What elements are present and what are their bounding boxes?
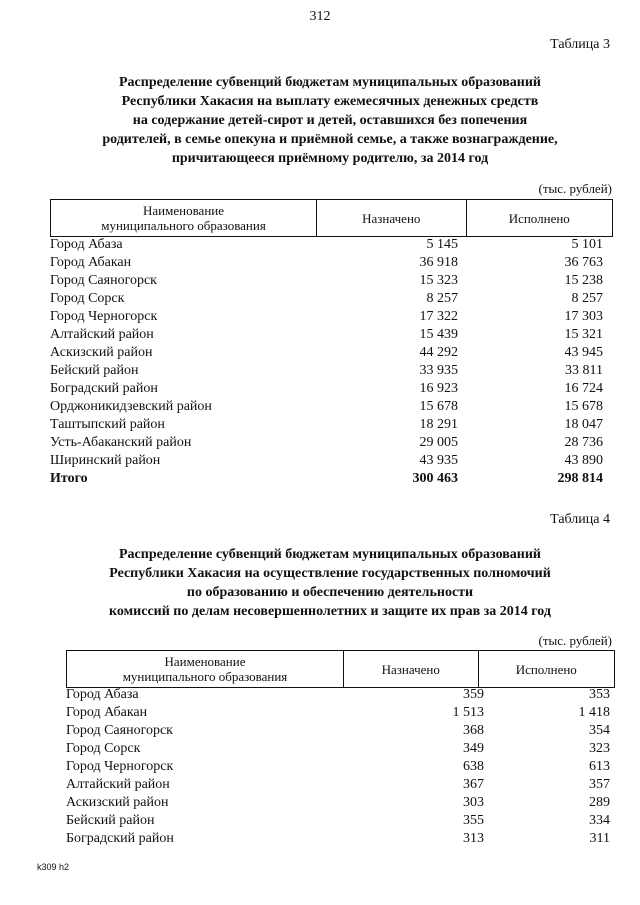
table-row <box>66 794 615 812</box>
table3-title-line: Республики Хакасия на выплату ежемесячных денежных средств <box>121 94 539 109</box>
row-executed: 334 <box>589 813 610 828</box>
table4-header-executed: Исполнено <box>478 651 615 687</box>
row-assigned: 15 323 <box>419 273 458 288</box>
row-executed: 43 890 <box>564 453 603 468</box>
row-executed: 323 <box>589 741 610 756</box>
row-name: Боградский район <box>50 381 158 396</box>
table3-body <box>50 236 613 488</box>
table-row <box>50 344 613 362</box>
table4-header-name <box>67 651 343 687</box>
row-assigned: 355 <box>463 813 484 828</box>
table-row <box>66 776 615 794</box>
row-name: Бейский район <box>66 813 155 828</box>
row-name: Алтайский район <box>50 327 154 342</box>
table3-units: (тыс. рублей) <box>538 181 612 196</box>
table-row <box>50 434 613 452</box>
row-assigned: 15 678 <box>419 399 458 414</box>
table3-header <box>50 199 613 237</box>
row-assigned: 8 257 <box>426 291 458 306</box>
page-number: 312 <box>309 9 331 24</box>
table4-title-line: по образованию и обеспечению деятельности <box>186 585 474 600</box>
table-row <box>50 308 613 326</box>
row-name: Город Абакан <box>50 255 132 270</box>
table4-units: (тыс. рублей) <box>538 633 612 648</box>
table3-label: Таблица 3 <box>550 37 610 52</box>
row-name: Город Абаза <box>50 237 123 252</box>
footer-code: k309 h2 <box>37 862 70 872</box>
row-executed: 289 <box>589 795 610 810</box>
table-row <box>50 416 613 434</box>
table-row <box>66 812 615 830</box>
row-assigned: 36 918 <box>419 255 458 270</box>
table4-title-line: Республики Хакасия на осуществление государственных полномочий <box>109 566 551 581</box>
table-row <box>50 272 613 290</box>
table4-title-line: комиссий по делам несовершеннолетних и защите их прав за 2014 год <box>109 604 551 619</box>
table3-title-line: причитающееся приёмному родителю, за 2014 год <box>171 151 489 166</box>
row-assigned: 303 <box>463 795 484 810</box>
table4-header-assigned: Назначено <box>343 651 478 687</box>
table-row <box>66 686 615 704</box>
row-name: Город Абаза <box>66 687 139 702</box>
header-name-line1: Наименование <box>164 654 246 669</box>
header-name-line2: муниципального образования <box>101 218 266 233</box>
table4-label: Таблица 4 <box>550 512 610 527</box>
table-row <box>50 254 613 272</box>
row-assigned: 313 <box>463 831 484 846</box>
row-executed: 353 <box>589 687 610 702</box>
total-executed: 298 814 <box>557 471 603 486</box>
table-row <box>66 830 615 848</box>
table-row <box>50 236 613 254</box>
table-row <box>50 380 613 398</box>
table3-title-line: родителей, в семье опекуна и приёмной семье, а также вознаграждение, <box>102 132 558 147</box>
header-name-line2: муниципального образования <box>122 669 288 684</box>
row-assigned: 43 935 <box>419 453 458 468</box>
table4-body <box>66 686 615 848</box>
row-name: Город Черногорск <box>66 759 174 774</box>
row-executed: 613 <box>589 759 610 774</box>
table3-title-line: Распределение субвенций бюджетам муниципальных образований <box>119 75 541 90</box>
total-row <box>50 470 613 488</box>
row-name: Город Саяногорск <box>66 723 173 738</box>
row-name: Усть-Абаканский район <box>50 435 192 450</box>
row-assigned: 368 <box>463 723 484 738</box>
row-name: Боградский район <box>66 831 174 846</box>
row-assigned: 638 <box>463 759 484 774</box>
row-name: Бейский район <box>50 363 139 378</box>
table-row <box>50 398 613 416</box>
row-executed: 15 238 <box>564 273 603 288</box>
row-name: Алтайский район <box>66 777 170 792</box>
total-assigned: 300 463 <box>412 471 458 486</box>
row-executed: 5 101 <box>571 237 603 252</box>
table4-title-line: Распределение субвенций бюджетам муниципальных образований <box>119 547 541 562</box>
row-name: Город Сорск <box>66 741 141 756</box>
row-assigned: 44 292 <box>419 345 458 360</box>
table3-header-assigned: Назначено <box>316 200 465 236</box>
row-executed: 43 945 <box>564 345 603 360</box>
row-assigned: 18 291 <box>419 417 458 432</box>
row-name: Таштыпский район <box>50 417 165 432</box>
row-executed: 354 <box>589 723 610 738</box>
table-row <box>50 362 613 380</box>
table-row <box>50 326 613 344</box>
row-assigned: 29 005 <box>419 435 458 450</box>
table3-title <box>40 73 620 168</box>
table-row <box>66 704 615 722</box>
row-assigned: 349 <box>463 741 484 756</box>
row-name: Орджоникидзевский район <box>50 399 212 414</box>
table-row <box>66 740 615 758</box>
table4-header <box>66 650 615 688</box>
row-executed: 15 678 <box>564 399 603 414</box>
row-assigned: 16 923 <box>419 381 458 396</box>
row-name: Аскизский район <box>66 795 169 810</box>
row-assigned: 367 <box>463 777 484 792</box>
table-row <box>50 452 613 470</box>
row-name: Город Сорск <box>50 291 125 306</box>
row-executed: 15 321 <box>564 327 603 342</box>
header-name-line1: Наименование <box>143 203 225 218</box>
row-assigned: 359 <box>463 687 484 702</box>
total-name: Итого <box>50 471 88 486</box>
row-executed: 311 <box>589 831 610 846</box>
table3-header-name <box>51 200 316 236</box>
row-executed: 8 257 <box>571 291 603 306</box>
row-executed: 33 811 <box>565 363 603 378</box>
row-name: Город Черногорск <box>50 309 158 324</box>
row-name: Ширинский район <box>50 453 161 468</box>
table4-title <box>40 545 620 621</box>
row-executed: 1 418 <box>578 705 610 720</box>
table-row <box>66 722 615 740</box>
row-executed: 357 <box>589 777 610 792</box>
row-name: Город Саяногорск <box>50 273 157 288</box>
row-name: Город Абакан <box>66 705 148 720</box>
row-executed: 36 763 <box>564 255 603 270</box>
row-executed: 28 736 <box>564 435 603 450</box>
row-name: Аскизский район <box>50 345 153 360</box>
row-executed: 16 724 <box>564 381 603 396</box>
row-assigned: 33 935 <box>419 363 458 378</box>
table3-header-executed: Исполнено <box>466 200 612 236</box>
row-executed: 17 303 <box>564 309 603 324</box>
row-assigned: 15 439 <box>419 327 458 342</box>
table3-title-line: на содержание детей-сирот и детей, оставшихся без попечения <box>132 113 528 128</box>
row-assigned: 5 145 <box>426 237 458 252</box>
row-assigned: 1 513 <box>452 705 484 720</box>
table-row <box>66 758 615 776</box>
row-assigned: 17 322 <box>419 309 458 324</box>
table-row <box>50 290 613 308</box>
row-executed: 18 047 <box>564 417 603 432</box>
